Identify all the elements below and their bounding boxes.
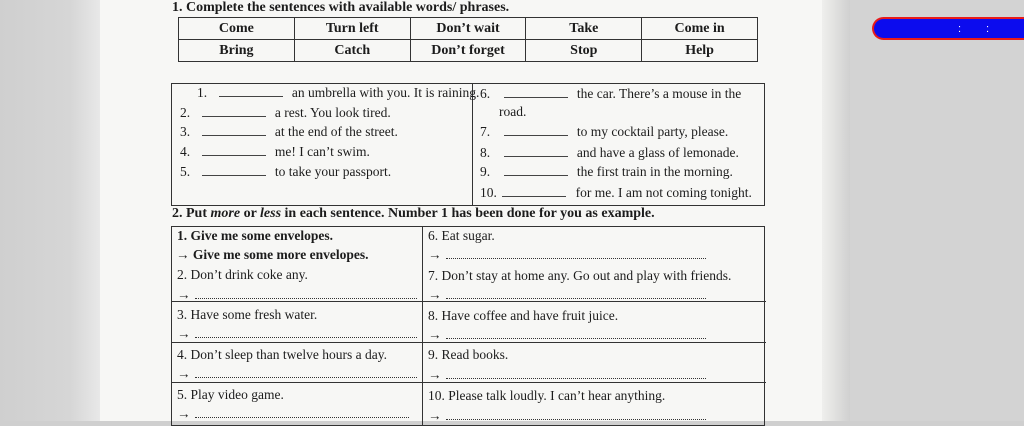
item-text: for me. I am not coming tonight. <box>575 185 752 200</box>
answer-blank[interactable] <box>202 144 266 156</box>
ex2-item-3: 3. Have some fresh water. <box>177 307 318 322</box>
ex2-item-4: 4. Don’t sleep than twelve hours a day. <box>177 347 387 362</box>
arrow-icon: → <box>177 366 191 381</box>
heading-text: 2. Put <box>172 206 211 221</box>
item-text: and have a glass of lemonade. <box>576 145 739 160</box>
ex1-item-9 <box>480 164 733 180</box>
item-number: 4. <box>180 144 191 159</box>
arrow-icon: → <box>428 327 442 342</box>
exercise2-box <box>171 226 765 426</box>
dotted-answer[interactable] <box>195 327 417 338</box>
dotted-answer[interactable] <box>446 368 706 379</box>
column-divider <box>422 227 423 425</box>
item-number: 1. <box>197 85 208 100</box>
ex1-item-2 <box>180 105 391 121</box>
heading-emphasis-less: less <box>260 206 282 221</box>
arrow-icon: → <box>177 326 191 341</box>
exercise1-heading: 1. Complete the sentences with available words/ phrases. <box>172 0 510 15</box>
heading-text: in each sentence. Number 1 has been done for you as example. <box>281 206 655 221</box>
right-pane <box>850 0 1024 421</box>
item-number: 5. <box>180 164 191 179</box>
ex1-item-3 <box>180 124 398 140</box>
dotted-answer[interactable] <box>446 409 706 420</box>
item-number: 3. <box>180 124 191 139</box>
dotted-answer[interactable] <box>446 288 706 299</box>
word-cell: Take <box>526 18 642 40</box>
arrow-icon: → <box>428 367 442 382</box>
word-cell: Turn left <box>294 18 410 40</box>
answer-blank[interactable] <box>202 164 266 176</box>
pill-dot-1: : <box>958 23 962 35</box>
accent-pill-bar[interactable] <box>872 17 1024 40</box>
ex2-item-9: 9. Read books. <box>428 347 509 362</box>
word-cell: Bring <box>179 40 295 62</box>
answer-blank[interactable] <box>502 185 566 197</box>
ex2-answer-line-10[interactable] <box>428 408 706 424</box>
page-edge <box>822 0 850 421</box>
ex2-item-2: 2. Don’t drink coke any. <box>177 267 308 282</box>
ex2-answer-line-2[interactable] <box>177 287 417 303</box>
word-bank-table <box>178 17 758 62</box>
heading-emphasis-more: more <box>210 206 241 221</box>
ex2-item-6: 6. Eat sugar. <box>428 228 495 243</box>
answer-blank[interactable] <box>504 164 568 176</box>
arrow-icon: → <box>428 287 442 302</box>
word-bank-row <box>179 40 758 62</box>
item-number: 6. <box>480 86 491 101</box>
item-number: 8. <box>480 145 491 160</box>
ex1-item-4 <box>180 144 370 160</box>
dotted-answer[interactable] <box>446 328 706 339</box>
arrow-icon: → <box>428 247 442 262</box>
ex2-answer-line-3[interactable] <box>177 326 417 342</box>
item-number: 2. <box>180 105 191 120</box>
arrow-icon: → <box>177 406 191 421</box>
item-text: the first train in the morning. <box>576 164 733 179</box>
ex2-item-1-answer: → Give me some more envelopes. <box>176 247 369 262</box>
ex1-item-1 <box>197 85 479 101</box>
ex1-item-5 <box>180 164 391 180</box>
ex1-item-7 <box>480 124 728 140</box>
answer-blank[interactable] <box>219 85 283 97</box>
item-number: 9. <box>480 164 491 179</box>
ex2-answer-line-8[interactable] <box>428 327 706 343</box>
word-cell: Stop <box>526 40 642 62</box>
arrow-icon: → <box>428 408 442 423</box>
exercise1-box <box>171 83 765 206</box>
word-cell: Don’t forget <box>410 40 526 62</box>
ex1-item-6 <box>480 86 741 102</box>
item-text: the car. There’s a mouse in the <box>576 86 742 101</box>
ex2-answer-line-9[interactable] <box>428 367 706 383</box>
word-cell: Come <box>179 18 295 40</box>
item-text: an umbrella with you. It is raining. <box>291 85 480 100</box>
dotted-answer[interactable] <box>195 288 417 299</box>
column-divider <box>472 84 473 205</box>
ex2-answer-line-5[interactable] <box>177 406 409 422</box>
pill-dot-2: : <box>986 23 990 35</box>
word-cell: Don’t wait <box>410 18 526 40</box>
arrow-icon: → <box>177 287 191 302</box>
answer-blank[interactable] <box>202 105 266 117</box>
dotted-answer[interactable] <box>446 248 706 259</box>
ex1-item-8 <box>480 145 739 161</box>
dotted-answer[interactable] <box>195 367 417 378</box>
ex2-answer-line-4[interactable] <box>177 366 417 382</box>
left-margin <box>0 0 100 421</box>
item-text: at the end of the street. <box>274 124 398 139</box>
ex2-answer-line-6[interactable] <box>428 247 706 263</box>
exercise2-heading <box>172 206 655 222</box>
ex2-item-8: 8. Have coffee and have fruit juice. <box>428 308 619 323</box>
item-number: 10. <box>480 185 497 200</box>
word-cell: Help <box>642 40 758 62</box>
word-cell: Catch <box>294 40 410 62</box>
answer-blank[interactable] <box>202 124 266 136</box>
heading-text: or <box>240 206 261 221</box>
item-number: 7. <box>480 124 491 139</box>
item-text: to take your passport. <box>274 164 392 179</box>
item-text: to my cocktail party, please. <box>576 124 729 139</box>
ex2-item-1: 1. Give me some envelopes. <box>177 228 333 243</box>
answer-blank[interactable] <box>504 145 568 157</box>
item-text: me! I can’t swim. <box>274 144 370 159</box>
word-bank-row <box>179 18 758 40</box>
dotted-answer[interactable] <box>195 407 409 418</box>
ex2-answer-line-7[interactable] <box>428 287 706 303</box>
ex2-item-5: 5. Play video game. <box>177 387 284 402</box>
ex2-item-10: 10. Please talk loudly. I can’t hear anything. <box>428 388 666 403</box>
ex1-item-10 <box>480 185 752 201</box>
answer-blank[interactable] <box>504 86 568 98</box>
ex1-item-6-continued: road. <box>499 104 527 119</box>
ex2-item-7: 7. Don’t stay at home any. Go out and play with friends. <box>428 268 732 283</box>
word-cell: Come in <box>642 18 758 40</box>
answer-blank[interactable] <box>504 124 568 136</box>
item-text: a rest. You look tired. <box>274 105 391 120</box>
